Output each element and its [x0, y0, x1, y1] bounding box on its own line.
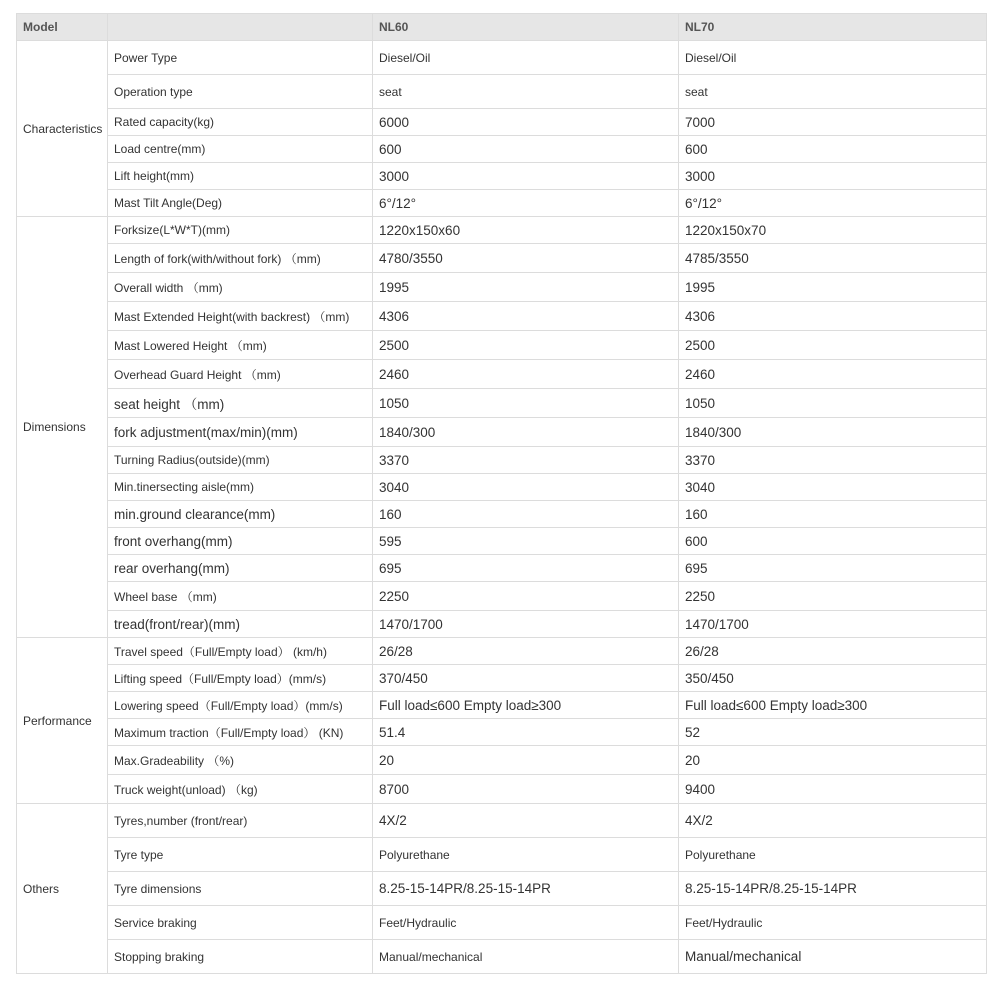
row-label: Rated capacity(kg) — [108, 109, 373, 136]
nl70-value: 7000 — [679, 109, 987, 136]
nl60-value: 695 — [373, 555, 679, 582]
nl70-value: 2500 — [679, 331, 987, 360]
nl60-value: 600 — [373, 136, 679, 163]
nl60-value: seat — [373, 75, 679, 109]
row-label: Min.tinersecting aisle(mm) — [108, 474, 373, 501]
nl60-value: 6000 — [373, 109, 679, 136]
header-nl60: NL60 — [373, 14, 679, 41]
row-label: rear overhang(mm) — [108, 555, 373, 582]
table-row — [17, 838, 987, 872]
nl60-value: Manual/mechanical — [373, 940, 679, 974]
nl70-value: 4785/3550 — [679, 244, 987, 273]
nl60-value: 51.4 — [373, 719, 679, 746]
row-label: Overall width （mm) — [108, 273, 373, 302]
row-label: min.ground clearance(mm) — [108, 501, 373, 528]
nl60-value: 8700 — [373, 775, 679, 804]
table-row — [17, 474, 987, 501]
row-label: front overhang(mm) — [108, 528, 373, 555]
row-label: Wheel base （mm) — [108, 582, 373, 611]
nl70-value: Diesel/Oil — [679, 41, 987, 75]
nl70-value: 1840/300 — [679, 418, 987, 447]
table-row — [17, 136, 987, 163]
nl60-value: 4X/2 — [373, 804, 679, 838]
nl60-value: 3040 — [373, 474, 679, 501]
header-nl70: NL70 — [679, 14, 987, 41]
nl70-value: Manual/mechanical — [679, 940, 987, 974]
nl70-value: 600 — [679, 528, 987, 555]
nl70-value: 9400 — [679, 775, 987, 804]
table-row — [17, 582, 987, 611]
nl70-value: Feet/Hydraulic — [679, 906, 987, 940]
nl70-value: 3040 — [679, 474, 987, 501]
row-label: fork adjustment(max/min)(mm) — [108, 418, 373, 447]
table-row — [17, 872, 987, 906]
row-label: Max.Gradeability （%) — [108, 746, 373, 775]
group-dimensions: Dimensions — [17, 217, 108, 638]
table-row — [17, 360, 987, 389]
nl70-value: 3370 — [679, 447, 987, 474]
row-label: Service braking — [108, 906, 373, 940]
table-row — [17, 906, 987, 940]
nl60-value: 20 — [373, 746, 679, 775]
table-row — [17, 418, 987, 447]
nl70-value: 1050 — [679, 389, 987, 418]
nl60-value: 3000 — [373, 163, 679, 190]
nl70-value: seat — [679, 75, 987, 109]
table-row — [17, 190, 987, 217]
row-label: Mast Extended Height(with backrest) （mm) — [108, 302, 373, 331]
table-row — [17, 940, 987, 974]
header-model: Model — [17, 14, 108, 41]
nl70-value: 160 — [679, 501, 987, 528]
row-label: Lifting speed（Full/Empty load）(mm/s) — [108, 665, 373, 692]
row-label: Travel speed（Full/Empty load） (km/h) — [108, 638, 373, 665]
header-row — [17, 14, 987, 41]
nl70-value: 1995 — [679, 273, 987, 302]
table-row — [17, 447, 987, 474]
row-label: Tyre type — [108, 838, 373, 872]
nl60-value: 1995 — [373, 273, 679, 302]
table-row — [17, 665, 987, 692]
nl70-value: 8.25-15-14PR/8.25-15-14PR — [679, 872, 987, 906]
row-label: Overhead Guard Height （mm) — [108, 360, 373, 389]
table-row — [17, 302, 987, 331]
header-blank — [108, 14, 373, 41]
table-row — [17, 501, 987, 528]
row-label: Maximum traction（Full/Empty load） (KN) — [108, 719, 373, 746]
table-row — [17, 244, 987, 273]
table-row — [17, 611, 987, 638]
row-label: Operation type — [108, 75, 373, 109]
nl70-value: 26/28 — [679, 638, 987, 665]
nl70-value: 2460 — [679, 360, 987, 389]
table-row — [17, 638, 987, 665]
table-row — [17, 746, 987, 775]
table-row — [17, 217, 987, 244]
table-row — [17, 528, 987, 555]
row-label: Length of fork(with/without fork) （mm) — [108, 244, 373, 273]
nl60-value: 2460 — [373, 360, 679, 389]
row-label: Turning Radius(outside)(mm) — [108, 447, 373, 474]
row-label: Lift height(mm) — [108, 163, 373, 190]
nl60-value: 1220x150x60 — [373, 217, 679, 244]
nl60-value: 26/28 — [373, 638, 679, 665]
table-row — [17, 719, 987, 746]
group-performance: Performance — [17, 638, 108, 804]
nl60-value: 4306 — [373, 302, 679, 331]
nl60-value: Full load≤600 Empty load≥300 — [373, 692, 679, 719]
nl60-value: 595 — [373, 528, 679, 555]
row-label: Tyres,number (front/rear) — [108, 804, 373, 838]
spec-table — [16, 13, 987, 974]
table-row — [17, 163, 987, 190]
table-row — [17, 555, 987, 582]
nl60-value: 6°/12° — [373, 190, 679, 217]
table-row — [17, 804, 987, 838]
nl70-value: 4306 — [679, 302, 987, 331]
nl60-value: 160 — [373, 501, 679, 528]
nl70-value: 695 — [679, 555, 987, 582]
table-row — [17, 692, 987, 719]
nl60-value: 1470/1700 — [373, 611, 679, 638]
nl70-value: 350/450 — [679, 665, 987, 692]
nl70-value: Polyurethane — [679, 838, 987, 872]
row-label: seat height （mm) — [108, 389, 373, 418]
row-label: Lowering speed（Full/Empty load）(mm/s) — [108, 692, 373, 719]
row-label: tread(front/rear)(mm) — [108, 611, 373, 638]
nl60-value: 2250 — [373, 582, 679, 611]
nl70-value: 52 — [679, 719, 987, 746]
spec-table-container — [16, 13, 986, 974]
table-row — [17, 273, 987, 302]
table-row — [17, 331, 987, 360]
nl70-value: 6°/12° — [679, 190, 987, 217]
row-label: Mast Tilt Angle(Deg) — [108, 190, 373, 217]
row-label: Power Type — [108, 41, 373, 75]
table-row — [17, 75, 987, 109]
table-row — [17, 389, 987, 418]
nl60-value: 3370 — [373, 447, 679, 474]
row-label: Mast Lowered Height （mm) — [108, 331, 373, 360]
table-row — [17, 775, 987, 804]
row-label: Forksize(L*W*T)(mm) — [108, 217, 373, 244]
row-label: Load centre(mm) — [108, 136, 373, 163]
nl60-value: Polyurethane — [373, 838, 679, 872]
nl70-value: 600 — [679, 136, 987, 163]
nl60-value: 1840/300 — [373, 418, 679, 447]
nl70-value: 1470/1700 — [679, 611, 987, 638]
table-row — [17, 109, 987, 136]
nl70-value: 20 — [679, 746, 987, 775]
nl70-value: Full load≤600 Empty load≥300 — [679, 692, 987, 719]
nl60-value: 370/450 — [373, 665, 679, 692]
group-others: Others — [17, 804, 108, 974]
row-label: Truck weight(unload) （kg) — [108, 775, 373, 804]
row-label: Stopping braking — [108, 940, 373, 974]
nl60-value: 8.25-15-14PR/8.25-15-14PR — [373, 872, 679, 906]
nl70-value: 3000 — [679, 163, 987, 190]
row-label: Tyre dimensions — [108, 872, 373, 906]
nl60-value: Feet/Hydraulic — [373, 906, 679, 940]
nl60-value: Diesel/Oil — [373, 41, 679, 75]
nl60-value: 1050 — [373, 389, 679, 418]
table-row — [17, 41, 987, 75]
nl70-value: 1220x150x70 — [679, 217, 987, 244]
nl60-value: 2500 — [373, 331, 679, 360]
group-characteristics: Characteristics — [17, 41, 108, 217]
nl70-value: 2250 — [679, 582, 987, 611]
nl70-value: 4X/2 — [679, 804, 987, 838]
nl60-value: 4780/3550 — [373, 244, 679, 273]
